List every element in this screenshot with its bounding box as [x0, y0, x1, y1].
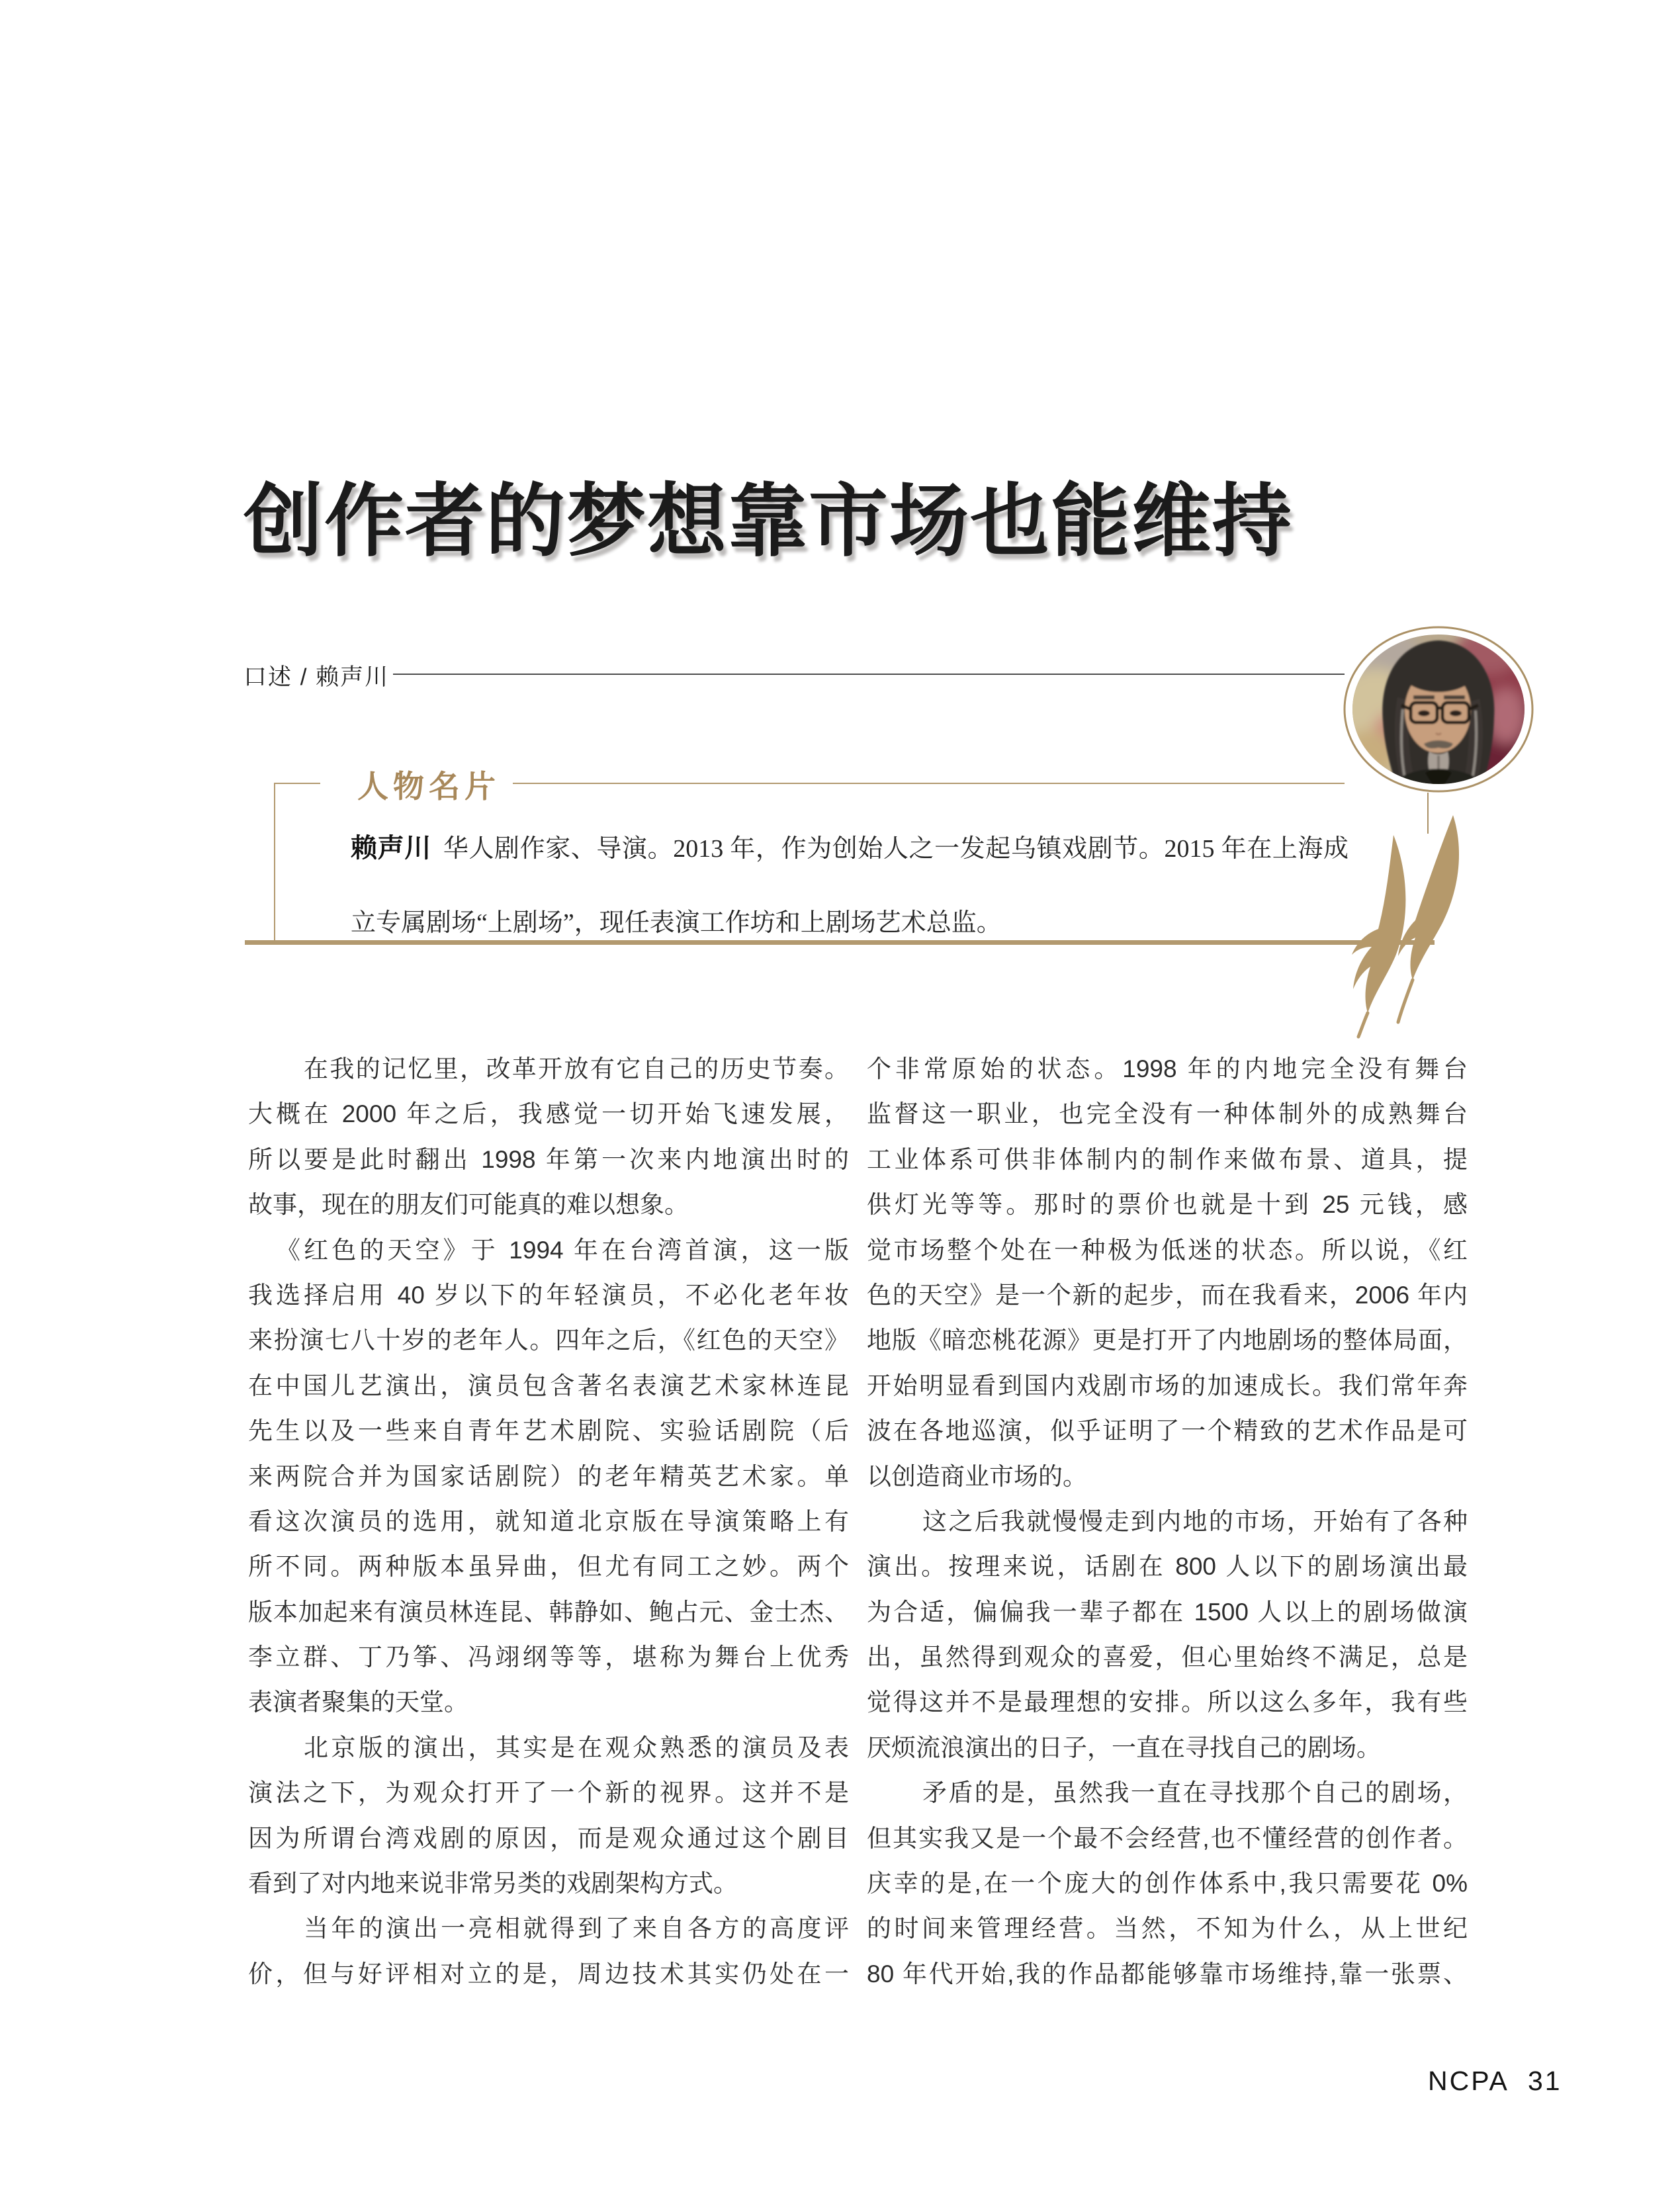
text-line: 价，但与好评相对立的是，周边技术其实仍处在一 [248, 1960, 849, 1988]
portrait-photo [1339, 623, 1538, 799]
text-line: 《红色的天空》于 1994 年在台湾首演，这一版 [276, 1236, 849, 1264]
text-line: 厌烦流浪演出的日子，一直在寻找自己的剧场。 [867, 1733, 1381, 1761]
text-line: 个非常原始的状态。1998 年的内地完全没有舞台 [867, 1055, 1468, 1082]
body-column-right [867, 1047, 1468, 1997]
text-line: 李立群、丁乃筝、冯翊纲等等，堪称为舞台上优秀 [248, 1643, 849, 1671]
text-line: 大概在 2000 年之后，我感觉一切开始飞速发展， [248, 1100, 849, 1128]
text-line: 表演者聚集的天堂。 [248, 1688, 468, 1716]
text-line: 版本加起来有演员林连昆、韩静如、鲍占元、金士杰、 [248, 1598, 849, 1626]
byline: 口述 / 赖声川 [243, 664, 390, 690]
text-line: 开始明显看到国内戏剧市场的加速成长。我们常年奔 [867, 1372, 1468, 1399]
page-number: NCPA 31 [1428, 2066, 1562, 2096]
byline-rule [393, 674, 1345, 675]
text-line: 但其实我又是一个最不会经营,也不懂经营的创作者。 [867, 1824, 1468, 1852]
page-title: 创作者的梦想靠市场也能维持 [243, 478, 1293, 566]
text-line: 波在各地巡演，似乎证明了一个精致的艺术作品是可 [867, 1417, 1468, 1445]
card-bottom-rule [245, 940, 1435, 945]
text-line: 所不同。两种版本虽异曲，但尤有同工之妙。两个 [248, 1553, 849, 1581]
text-line: 庆幸的是,在一个庞大的创作体系中,我只需要花 0% [867, 1870, 1468, 1898]
text-line: 为合适，偏偏我一辈子都在 1500 人以上的剧场做演 [867, 1598, 1468, 1626]
card-heading-rule-right [513, 783, 1345, 784]
text-line: 的时间来管理经营。当然，不知为什么，从上世纪 [867, 1915, 1468, 1943]
text-line: 监督这一职业，也完全没有一种体制外的成熟舞台 [867, 1100, 1468, 1128]
text-line: 在我的记忆里，改革开放有它自己的历史节奏。 [304, 1055, 849, 1082]
text-line: 供灯光等等。那时的票价也就是十到 25 元钱，感 [867, 1191, 1468, 1219]
card-bio-line2: 立专属剧场“上剧场”，现任表演工作坊和上剧场艺术总监。 [351, 909, 1002, 937]
text-line: 因为所谓台湾戏剧的原因，而是观众通过这个剧目 [248, 1824, 849, 1852]
text-line: 觉得这并不是最理想的安排。所以这么多年，我有些 [867, 1688, 1468, 1716]
text-line: 故事，现在的朋友们可能真的难以想象。 [248, 1191, 689, 1219]
text-line: 这之后我就慢慢走到内地的市场，开始有了各种 [922, 1507, 1468, 1535]
person-name: 赖声川 [351, 834, 431, 863]
card-heading: 人物名片 [357, 770, 500, 805]
text-line: 当年的演出一亮相就得到了来自各方的高度评 [304, 1915, 849, 1943]
text-line: 工业体系可供非体制内的制作来做布景、道具，提 [867, 1145, 1468, 1173]
text-line: 看到了对内地来说非常另类的戏剧架构方式。 [248, 1870, 738, 1898]
text-line: 色的天空》是一个新的起步，而在我看来，2006 年内 [867, 1281, 1468, 1309]
text-line: 来两院合并为国家话剧院）的老年精英艺术家。单 [248, 1462, 849, 1490]
feather-ornament-icon [1333, 797, 1485, 1042]
text-line: 觉市场整个处在一种极为低迷的状态。所以说，《红 [867, 1236, 1468, 1264]
body-column-left [248, 1047, 849, 1997]
text-line: 矛盾的是，虽然我一直在寻找那个自己的剧场， [922, 1779, 1468, 1807]
card-text-line [351, 811, 1348, 886]
text-line: 80 年代开始,我的作品都能够靠市场维持,靠一张票、 [867, 1960, 1468, 1988]
text-line: 所以要是此时翻出 1998 年第一次来内地演出时的 [248, 1145, 849, 1173]
card-heading-rule-left [274, 783, 320, 784]
text-line: 北京版的演出，其实是在观众熟悉的演员及表 [304, 1733, 849, 1761]
profile-card-text [351, 811, 1348, 961]
text-line: 在中国儿艺演出，演员包含著名表演艺术家林连昆 [248, 1372, 849, 1399]
text-line: 演出。按理来说，话剧在 800 人以下的剧场演出最 [867, 1553, 1468, 1581]
card-left-border [274, 783, 275, 945]
text-line: 出，虽然得到观众的喜爱，但心里始终不满足，总是 [867, 1643, 1468, 1671]
text-line: 我选择启用 40 岁以下的年轻演员，不必化老年妆 [248, 1281, 849, 1309]
text-line: 先生以及一些来自青年艺术剧院、实验话剧院（后 [248, 1417, 849, 1445]
text-line: 演法之下，为观众打开了一个新的视界。这并不是 [248, 1779, 849, 1807]
text-line: 地版《暗恋桃花源》更是打开了内地剧场的整体局面， [867, 1327, 1468, 1354]
text-line: 看这次演员的选用，就知道北京版在导演策略上有 [248, 1507, 849, 1535]
card-text-line [351, 886, 1348, 961]
text-line: 来扮演七八十岁的老年人。四年之后，《红色的天空》 [248, 1327, 849, 1354]
card-bio-line1: 华人剧作家、导演。2013 年，作为创始人之一发起乌镇戏剧节。2015 年在上海成 [443, 835, 1349, 863]
text-line: 以创造商业市场的。 [867, 1462, 1087, 1490]
